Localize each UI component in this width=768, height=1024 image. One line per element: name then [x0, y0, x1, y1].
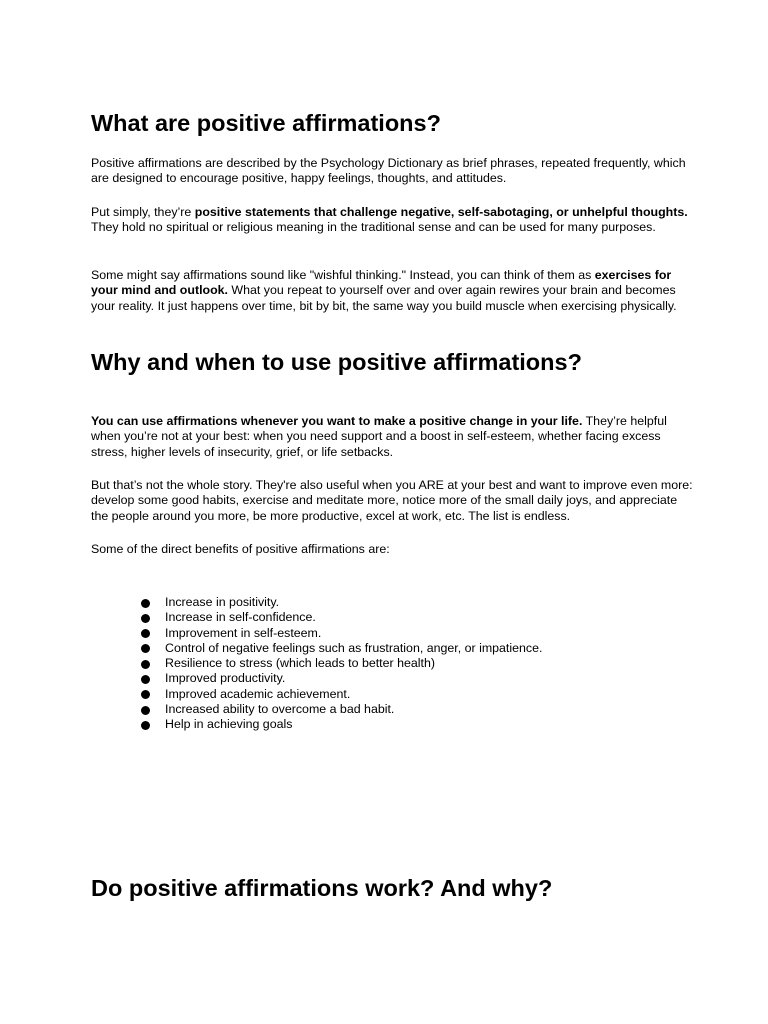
bullet-icon [141, 614, 150, 623]
list-item [140, 687, 542, 702]
bullet-icon [141, 599, 150, 608]
paragraph-wishful-thinking [91, 268, 695, 314]
paragraph-when-to-use [91, 414, 695, 460]
list-item [140, 595, 542, 610]
benefits-list [140, 595, 542, 733]
paragraph-benefits-intro: Some of the direct benefits of positive affirmations are: [91, 542, 390, 556]
paragraph-wishful-thinking-bold: exercises for your mind and outlook. [91, 268, 672, 298]
list-item-text: Resilience to stress (which leads to better health) [165, 656, 435, 671]
list-item-text: Increase in positivity. [165, 595, 280, 609]
list-item [140, 656, 542, 671]
paragraph-put-simply-text: Put simply, they’re [91, 205, 195, 219]
paragraph-whole-story: But that’s not the whole story. They're also useful when you ARE at your best and want to improve even more: develop some good habits, exercise and meditate more, notice more of the small daily joys, and appreciate the people around you more, be more productive, excel at work, etc. The list is endless. [91, 478, 693, 523]
heading-do-affirmations-work: Do positive affirmations work? And why? [91, 875, 553, 901]
bullet-icon [141, 706, 150, 715]
heading-what-are-positive-affirmations: What are positive affirmations? [91, 110, 441, 136]
bullet-icon [141, 675, 150, 684]
heading-why-and-when: Why and when to use positive affirmations? [91, 349, 582, 375]
paragraph-wishful-thinking-text: Some might say affirmations sound like "wishful thinking." Instead, you can think of them as [91, 268, 595, 282]
paragraph-when-to-use-text: They’re helpful when you’re not at your best: when you need support and a boost in self-esteem, whether facing excess stress, higher levels of insecurity, grief, or life setbacks. [91, 414, 667, 459]
list-item-text: Improved academic achievement. [165, 686, 351, 701]
list-item-text: Improvement in self-esteem. [165, 625, 322, 640]
list-item-text: Increase in self-confidence. [165, 610, 316, 625]
paragraph-wishful-thinking-text-end: What you repeat to yourself over and over again rewires your brain and becomes your reality. It just happens over time, bit by bit, the same way you build muscle when exercising physically. [91, 283, 677, 313]
paragraph-put-simply-text-end: They hold no spiritual or religious meaning in the traditional sense and can be used for many purposes. [91, 220, 656, 235]
bullet-icon [141, 629, 150, 638]
bullet-icon [141, 690, 150, 699]
list-item [140, 610, 542, 625]
list-item [140, 641, 542, 656]
list-item-text: Help in achieving goals [165, 717, 293, 732]
list-item-text: Improved productivity. [165, 671, 286, 686]
list-item-text: Increased ability to overcome a bad habit. [165, 702, 395, 717]
list-item [140, 702, 542, 717]
bullet-icon [141, 721, 150, 730]
list-item [140, 671, 542, 686]
paragraph-put-simply-bold: positive statements that challenge negative, self-sabotaging, or unhelpful thoughts. [194, 205, 688, 219]
list-item [140, 626, 542, 641]
paragraph-definition: Positive affirmations are described by the Psychology Dictionary as brief phrases, repeated frequently, which are designed to encourage positive, happy feelings, thoughts, and attitudes. [91, 156, 686, 186]
list-item [140, 717, 542, 732]
paragraph-when-to-use-bold: You can use affirmations whenever you want to make a positive change in your life. [91, 414, 583, 428]
paragraph-put-simply [91, 205, 695, 236]
list-item-text: Control of negative feelings such as frustration, anger, or impatience. [165, 640, 543, 655]
bullet-icon [141, 660, 150, 669]
bullet-icon [141, 644, 150, 653]
